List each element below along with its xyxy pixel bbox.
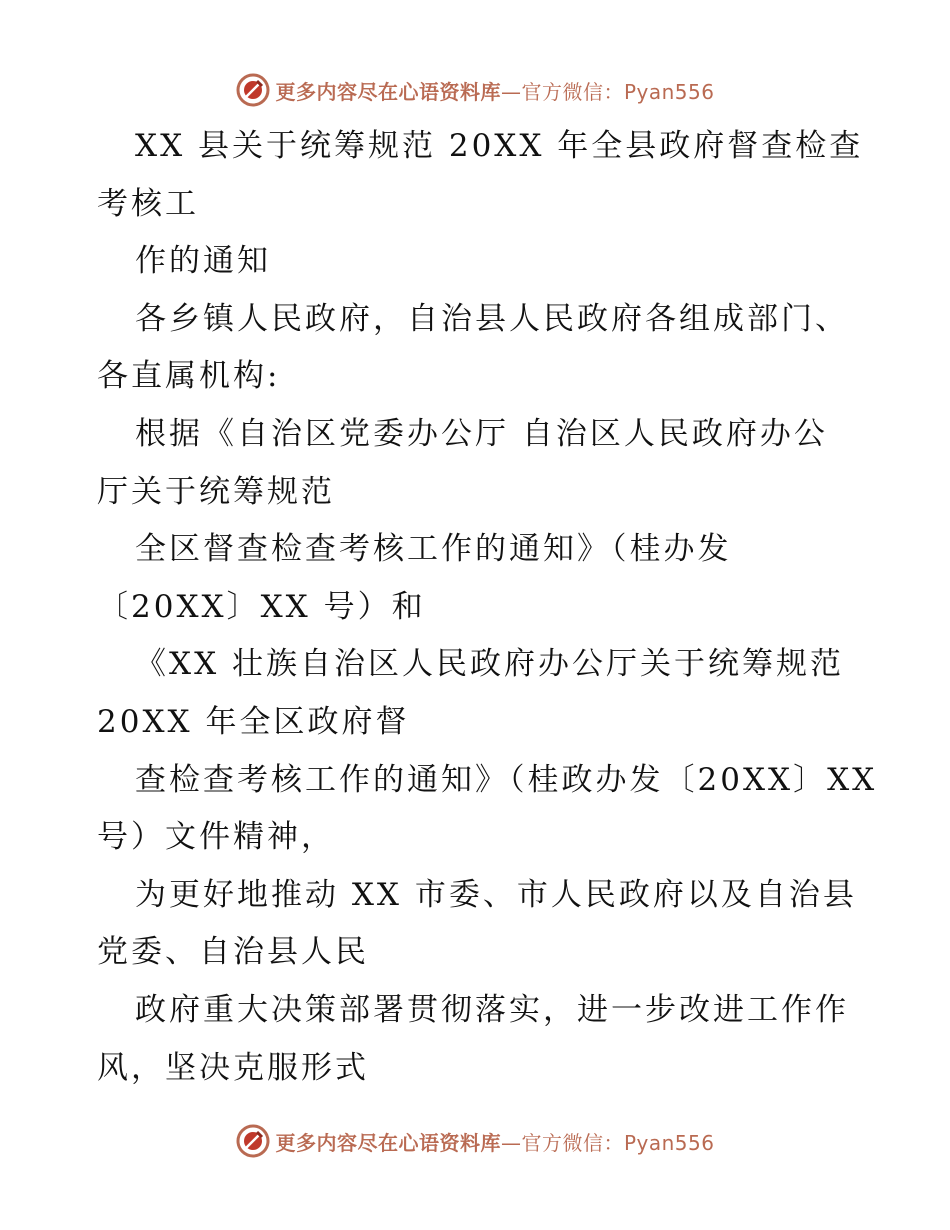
body-line-4: 〔20XX〕XX 号）和	[97, 588, 426, 625]
banner-separator: —	[500, 79, 522, 104]
body-line-3: 全区督查检查考核工作的通知》（桂办发	[135, 531, 732, 568]
banner-text	[275, 76, 714, 105]
banner-main-text: 更多内容尽在心语资料库	[275, 1130, 501, 1155]
header-banner	[0, 70, 950, 110]
document-body	[97, 118, 878, 1097]
seal-logo-icon	[235, 72, 271, 108]
body-line-12: 风，坚决克服形式	[97, 1049, 369, 1086]
body-line-6: 20XX 年全区政府督	[97, 703, 410, 740]
title-line-1: XX 县关于统筹规范 20XX 年全县政府督查检查	[135, 128, 864, 164]
body-line-1: 根据《自治区党委办公厅 自治区人民政府办公	[135, 415, 828, 452]
title-line-3: 作的通知	[135, 243, 271, 280]
body-line-10: 党委、自治县人民	[97, 934, 369, 971]
title-line-2: 考核工	[97, 185, 199, 222]
banner-wechat-text: 官方微信：Pyan556	[521, 79, 715, 104]
addressee-line-2: 各直属机构:	[97, 358, 281, 395]
banner-text	[275, 1127, 714, 1156]
body-line-9: 为更好地推动 XX 市委、市人民政府以及自治县	[135, 876, 857, 913]
body-line-7: 查检查考核工作的通知》（桂政办发〔20XX〕XX	[135, 761, 878, 798]
addressee-line-1: 各乡镇人民政府，自治县人民政府各组成部门、	[135, 300, 849, 337]
banner-main-text: 更多内容尽在心语资料库	[275, 79, 501, 104]
body-line-8: 号）文件精神，	[97, 819, 335, 856]
banner-wechat-text: 官方微信：Pyan556	[521, 1130, 715, 1155]
footer-banner	[0, 1121, 950, 1161]
seal-logo-icon	[235, 1123, 271, 1159]
body-line-11: 政府重大决策部署贯彻落实，进一步改进工作作	[135, 991, 849, 1028]
body-line-2: 厅关于统筹规范	[97, 473, 335, 510]
body-line-5: 《XX 壮族自治区人民政府办公厅关于统筹规范	[135, 646, 844, 683]
banner-separator: —	[500, 1130, 522, 1155]
